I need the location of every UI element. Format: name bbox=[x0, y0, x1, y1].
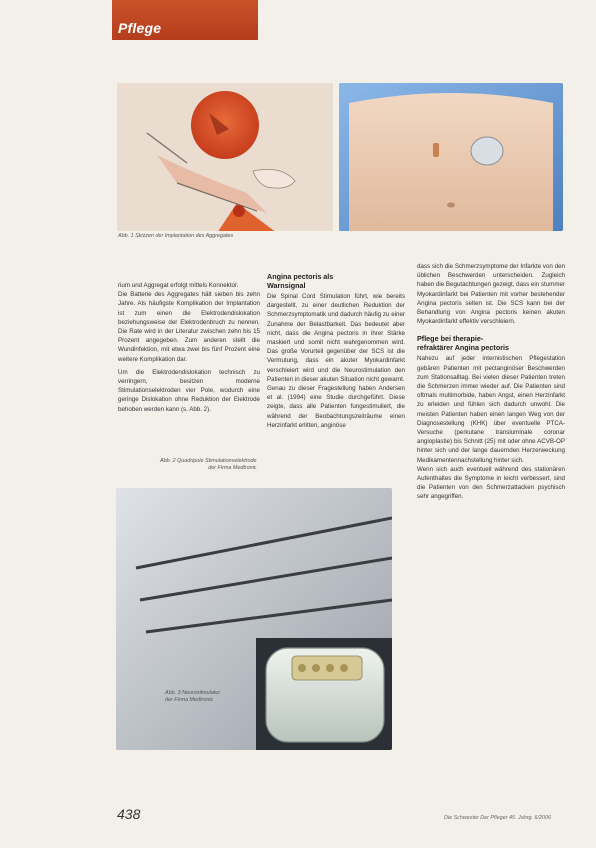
column-3-heading: Pflege bei therapie- refraktärer Angina pectoris bbox=[417, 334, 510, 353]
column-2-paragraph: Genau zu dieser Fragestellung haben Andersen et al. (1994) eine Studie durchgeführt. Diese zeigte, dass alle Patienten fungestimuliert, die während der Beobachtungszeiträume einen Herzinfarkt erlitten, anginöse bbox=[267, 385, 405, 429]
implantation-sketch-image bbox=[117, 83, 333, 231]
publication-source: Die Schwester Der Pfleger 45. Jahrg. 6/2006 bbox=[444, 815, 551, 821]
column-1-paragraph: Um die Elektrodendislokation technisch zu verringern, besitzen moderne Stimulationselektroden vier Pole, wodurch eine geringe Dislokation ohne Reduktion der Elektrode behoben werden kann (s. Abb. 2). bbox=[118, 368, 260, 413]
column-3-paragraph: Nahezu auf jeder internistischen Pflegestation gebären Patienten mit pectanginöser Beschwerden zum Stationsalltag. Bei vielen dieser Patienten treten die Schmerzen immer wieder auf. Die Patienten sind oftmals multimorbide, haben Angst, einen Herzinfarkt zu erleiden und fühlen sich dadurch unwohl. Die meisten Patienten haben einen langen Weg von der Diagnosestellung (KHK) über eventuelle PTCA-Versuche (perkutane transluminale coronar angioplastie) bis Schnitt (25) mit oder ohne ACVB-OP hinter sich und der lange dauernden Herzerweckung Medikamentennachstellung hinter sich. bbox=[417, 355, 565, 464]
figure3-caption: Abb. 3 Neurostimulator der Firma Medtronic bbox=[165, 690, 221, 703]
column-2-paragraph: Die Spinal Cord Stimulation führt, wie bereits dargestellt, zu einer deutlichen Reduktion der Schmerzsymptomatik und dadurch häufig zu einer Zunahme der Belastbarkeit. Das bedeutet aber nicht, dass die Angina pectoris in ihrer Stärke maskiert und somit nicht wahrgenommen wird. Das große Vorurteil gegenüber der SCS ist die Vermutung, dass ein akuter Myokardinfarkt verschleiert wird und die Neurostimulation den Patienten in dieser akuten Situation nicht gewarnt. bbox=[267, 293, 405, 383]
neurostimulator-electrode-photo bbox=[116, 488, 392, 750]
column-3 bbox=[417, 262, 565, 502]
patient-implant-photo bbox=[339, 83, 563, 231]
column-3-paragraph: Wenn sich auch eventuell während des stationären Aufenthaltes die Symptome in leicht verbessert, sind die Patienten von den Schmerzattacken psychisch sehr angegriffen. bbox=[417, 465, 565, 501]
column-3-paragraph: dass sich die Schmerzsymptome der Infarkte von den üblichen Beschwerden unterscheiden. Zugleich haben die Begutachtungen gezeigt, dass ein stummer Myokardinfarkt bei Patienten mit vorher bestehender Angina pectoris selten ist. Die SCS kann bei der Behandlung von Angina pectoris keinen akuten Myokardinfarkt effektiv verschleiern. bbox=[417, 263, 565, 326]
column-2-heading: Angina pectoris als Warnsignal bbox=[267, 272, 334, 290]
figure2-caption: Abb. 2 Quadripole Stimulationselektrode der Firma Medtronic bbox=[160, 458, 257, 471]
page-number: 438 bbox=[117, 806, 141, 822]
figure1-caption: Abb. 1 Skizzen der Implantation des Aggregates bbox=[118, 233, 234, 239]
column-1 bbox=[118, 281, 260, 414]
section-title: Pflege bbox=[118, 20, 162, 36]
column-1-paragraph: rium und Aggregat erfolgt mittels Konnektor. bbox=[118, 282, 239, 289]
column-2 bbox=[267, 272, 405, 430]
column-1-paragraph: Die Batterie des Aggregates hält sieben bis zehn Jahre. Als häufigste Komplikation der Implantation ist zum einen die Elektrodendislokation beziehungsweise der Elektrodenbruch zu nennen. Die Rate wird in der Literatur zwischen zehn bis 15 Prozent angegeben. Zum anderen stellt die Wundinfektion, mit etwa zwei bis fünf Prozent eine weitere Komplikation dar. bbox=[118, 291, 260, 363]
